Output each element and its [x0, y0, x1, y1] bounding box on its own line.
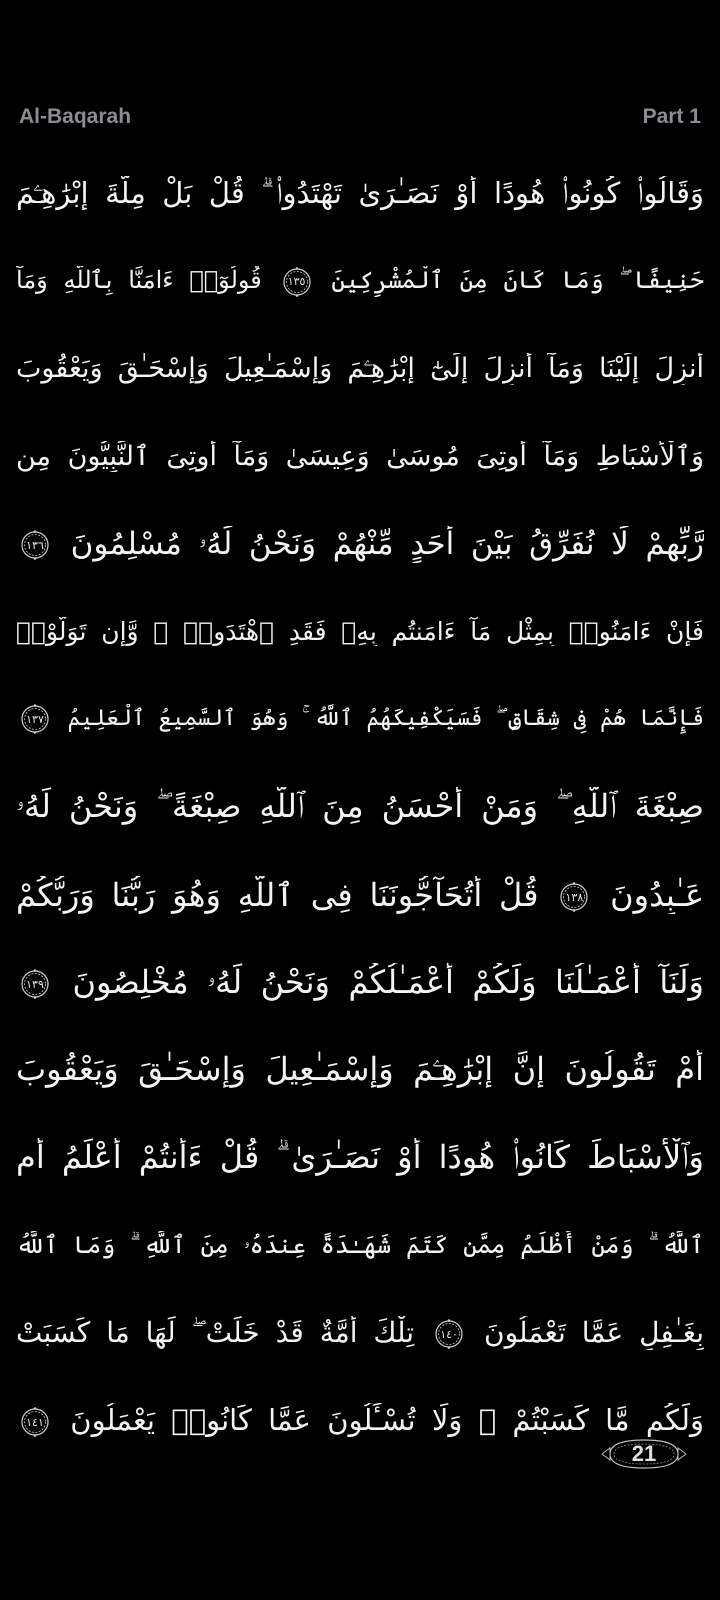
- verse-line: [16, 500, 704, 588]
- verse-line-text: [16, 266, 704, 297]
- verse-line-text: فَإِنْ ءَامَنُوا۟ بِمِثْلِ مَآ ءَامَنتُم بِهِۦ فَقَدِ ٱهْتَدَوا۟ ۖ وَّإِن تَوَلَّوْا۟: [16, 617, 704, 647]
- ayah-number: ١٤٠: [440, 1327, 458, 1341]
- verse-segment: عَـٰبِدُونَ: [610, 875, 704, 914]
- page-header: [19, 102, 701, 132]
- verse-line-text: [16, 526, 704, 563]
- verse-line: [16, 1114, 704, 1202]
- verse-line-text: [16, 876, 704, 914]
- verse-line: [16, 1026, 704, 1114]
- verse-segment: فَإِنَّمَا هُمْ فِى شِقَاقٍ ۖ فَسَيَكْفِيكَهُمُ ٱللَّهُ ۚ وَهُوَ ٱلسَّمِيعُ ٱلْعَلِيمُ: [67, 706, 704, 732]
- verse-line: [16, 938, 704, 1026]
- verse-segment: قُولُوٓا۟ ءَامَنَّا بِٱللَّهِ وَمَآ: [16, 266, 262, 295]
- ayah-number-marker[interactable]: [20, 530, 50, 560]
- verse-segment: حَنِيفًا ۖ وَمَا كَانَ مِنَ ٱلْمُشْرِكِينَ: [331, 266, 704, 295]
- verse-line-text: أُنزِلَ إِلَيْنَا وَمَآ أُنزِلَ إِلَىٰٓ إِبْرَٰهِـۧمَ وَإِسْمَـٰعِيلَ وَإِسْحَـٰقَ وَيَعْقُوبَ: [16, 352, 704, 384]
- page-number-badge: [600, 1436, 688, 1472]
- verse-line-text: [16, 963, 704, 1002]
- ayah-number: ١٣٩: [26, 977, 44, 991]
- verse-line-text: وَٱلْأَسْبَاطِ وَمَآ أُوتِىَ مُوسَىٰ وَعِيسَىٰ وَمَآ أُوتِىَ ٱلنَّبِيُّونَ مِن: [16, 441, 704, 473]
- verse-segment: وَلَنَآ أَعْمَـٰلُنَا وَلَكُمْ أَعْمَـٰلُكُمْ وَنَحْنُ لَهُۥ مُخْلِصُونَ: [72, 962, 704, 1001]
- verse-segment: قُلْ أَتُحَآجُّونَنَا فِى ٱللَّهِ وَهُوَ رَبُّنَا وَرَبُّكُمْ: [16, 875, 539, 914]
- ayah-number: ١٣٨: [565, 890, 584, 904]
- part-label: Part 1: [642, 105, 701, 128]
- ayah-number-marker[interactable]: [20, 969, 50, 999]
- verse-line: [16, 763, 704, 851]
- ayah-number-marker[interactable]: [282, 267, 312, 297]
- verse-line: [16, 588, 704, 676]
- surah-name: Al-Baqarah: [19, 105, 132, 128]
- page-number: 21: [631, 1441, 657, 1466]
- ayah-number: ١٣٦: [26, 538, 44, 552]
- verse-line: [16, 150, 704, 238]
- ayah-number: ١٣٧: [26, 712, 44, 726]
- verse-line-text: أَمْ تَقُولُونَ إِنَّ إِبْرَٰهِـۧمَ وَإِسْمَـٰعِيلَ وَإِسْحَـٰقَ وَيَعْقُوبَ: [16, 1050, 704, 1089]
- verse-line-text: وَقَالُوا۟ كُونُوا۟ هُودًا أَوْ نَصَـٰرَىٰ تَهْتَدُوا۟ ۗ قُلْ بَلْ مِلَّةَ إِبْرَٰهِـۧمَ: [16, 176, 704, 211]
- ayah-number: ١٤١: [26, 1415, 44, 1429]
- ayah-number-marker[interactable]: [20, 704, 50, 734]
- ayah-number: ١٣٥: [287, 275, 306, 289]
- verse-line-text: [16, 704, 704, 734]
- quran-page-text[interactable]: [16, 150, 704, 1464]
- verse-segment: تِلْكَ أُمَّةٌ قَدْ خَلَتْ ۖ لَهَا مَا كَسَبَتْ: [16, 1315, 415, 1349]
- verse-line-text: وَٱلْأَسْبَاطَ كَانُوا۟ هُودًا أَوْ نَصَـٰرَىٰ ۗ قُلْ ءَأَنتُمْ أَعْلَمُ أَمِ: [16, 1137, 704, 1176]
- verse-line: [16, 1201, 704, 1289]
- ayah-number-marker[interactable]: [434, 1319, 464, 1349]
- verse-segment: رَّبِّهِمْ لَا نُفَرِّقُ بَيْنَ أَحَدٍ مِّنْهُمْ وَنَحْنُ لَهُۥ مُسْلِمُونَ: [70, 525, 704, 562]
- verse-line: [16, 413, 704, 501]
- verse-line-text: صِبْغَةَ ٱللَّهِ ۖ وَمَنْ أَحْسَنُ مِنَ ٱللَّهِ صِبْغَةً ۖ وَنَحْنُ لَهُۥ: [16, 787, 704, 826]
- verse-segment: وَلَكُم مَّا كَسَبْتُمْ ۖ وَلَا تُسْـَٔلُونَ عَمَّا كَانُوا۟ يَعْمَلُونَ: [70, 1403, 704, 1438]
- verse-line-text: [16, 1403, 704, 1437]
- verse-line: [16, 1289, 704, 1377]
- verse-line: [16, 676, 704, 764]
- verse-line: [16, 851, 704, 939]
- verse-segment: بِغَـٰفِلٍ عَمَّا تَعْمَلُونَ: [484, 1315, 704, 1349]
- ayah-number-marker[interactable]: [559, 882, 589, 912]
- verse-line-text: ٱللَّهُ ۗ وَمَنْ أَظْلَمُ مِمَّن كَتَمَ شَهَـٰدَةً عِندَهُۥ مِنَ ٱللَّهِ ۗ وَمَا ٱللَّهُ: [16, 1230, 704, 1259]
- verse-line-text: [16, 1316, 704, 1350]
- verse-line: [16, 238, 704, 326]
- verse-line: [16, 325, 704, 413]
- ayah-number-marker[interactable]: [20, 1407, 50, 1437]
